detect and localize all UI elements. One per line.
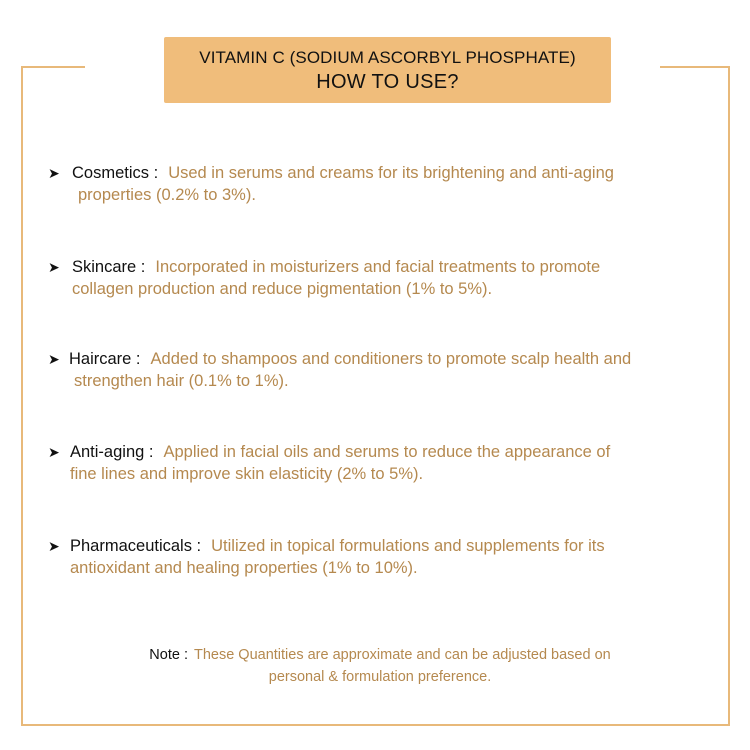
frame-border-top-left — [21, 66, 85, 68]
usage-description-continued: antioxidant and healing properties (1% to 10%). — [70, 559, 418, 577]
usage-description: Added to shampoos and conditioners to promote scalp health and — [150, 350, 632, 368]
usage-label: Cosmetics : — [72, 164, 159, 182]
usage-description: Used in serums and creams for its brightening and anti-aging — [168, 164, 614, 182]
title-main: VITAMIN C (SODIUM ASCORBYL PHOSPHATE) — [199, 47, 576, 67]
usage-description-continued: fine lines and improve skin elasticity (2% to 5%). — [70, 465, 424, 483]
arrow-bullet-icon: ➤ — [48, 259, 60, 275]
note-label: Note : — [149, 647, 188, 663]
usage-label: Skincare : — [72, 258, 146, 276]
title-banner — [164, 37, 611, 103]
frame-border-top-right — [660, 66, 730, 68]
usage-item-cosmetics — [48, 162, 728, 206]
usage-description-continued: collagen production and reduce pigmentation (1% to 5%). — [72, 280, 493, 298]
frame-border-right — [728, 66, 730, 726]
frame-border-bottom — [21, 724, 730, 726]
arrow-bullet-icon: ➤ — [48, 165, 60, 181]
note-text-continued: personal & formulation preference. — [268, 669, 492, 685]
usage-description: Utilized in topical formulations and supplements for its — [211, 537, 605, 555]
usage-label: Pharmaceuticals : — [70, 537, 202, 555]
usage-description: Incorporated in moisturizers and facial treatments to promote — [155, 258, 601, 276]
usage-label: Haircare : — [69, 350, 141, 368]
usage-description-continued: properties (0.2% to 3%). — [78, 186, 256, 204]
arrow-bullet-icon: ➤ — [48, 444, 60, 460]
usage-description-continued: strengthen hair (0.1% to 1%). — [74, 372, 289, 390]
usage-label: Anti-aging : — [70, 443, 154, 461]
note-block — [60, 644, 700, 688]
arrow-bullet-icon: ➤ — [48, 538, 60, 554]
usage-description: Applied in facial oils and serums to reduce the appearance of — [163, 443, 611, 461]
usage-item-anti-aging — [48, 441, 728, 485]
usage-item-pharmaceuticals — [48, 535, 728, 579]
title-subtitle: HOW TO USE? — [316, 70, 459, 93]
usage-item-skincare — [48, 256, 728, 300]
frame-border-left — [21, 66, 23, 726]
arrow-bullet-icon: ➤ — [48, 351, 60, 367]
usage-item-haircare — [48, 348, 728, 392]
note-line-1 — [60, 644, 700, 666]
note-text: These Quantities are approximate and can be adjusted based on — [193, 647, 611, 663]
